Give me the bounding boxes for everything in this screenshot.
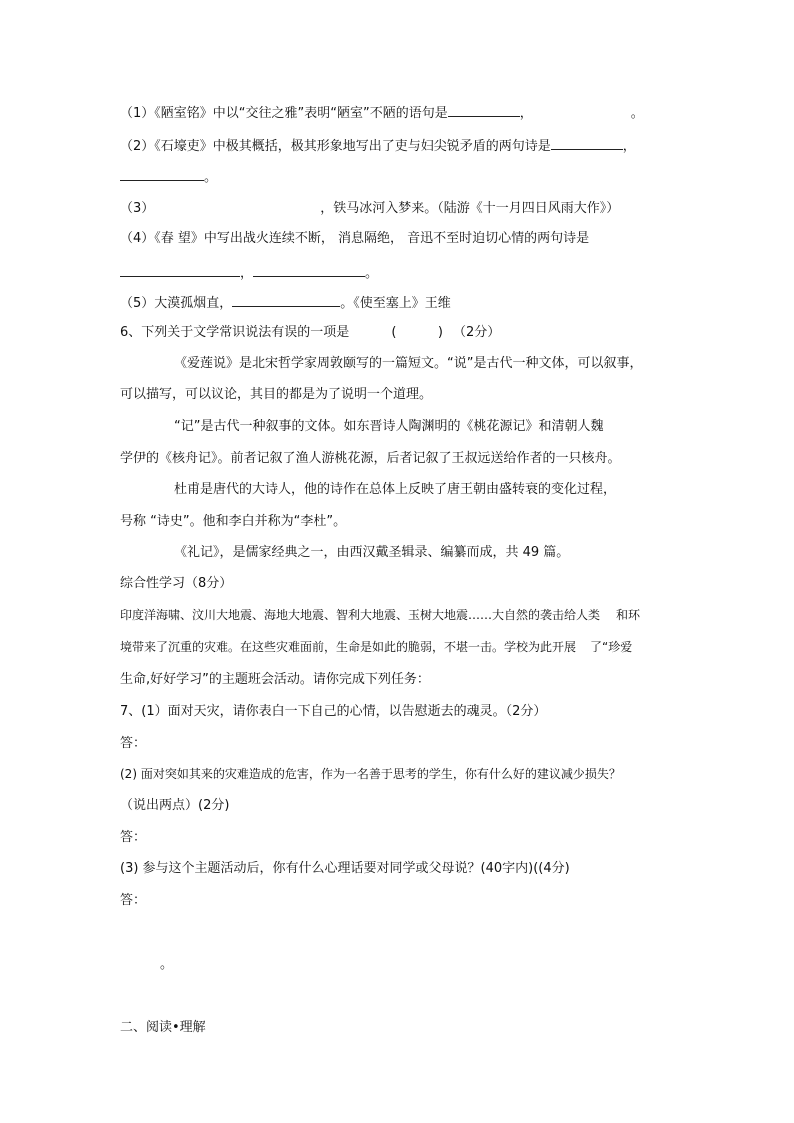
q5-line-4: （3） ，铁马冰河入梦来。（陆游《十一月四日风雨大作》） xyxy=(120,201,620,216)
q5-4-text: （4）《春 望》中写出战火连续不断， 消息隔绝， 音迅不至时迫切心情的两句诗是 xyxy=(120,231,590,246)
q6-option-d-line-1: 《礼记》，是儒家经典之一，由西汉戴圣辑录、编纂而成，共 49 篇。 xyxy=(174,545,570,560)
answer-blank[interactable] xyxy=(448,104,520,117)
q5-line-7: （5）大漠孤烟直， 。《使至塞上》王维 xyxy=(120,296,451,311)
q7-part-1: 7、(1）面对天灾，请你表白一下自己的心情，以告慰逝去的魂灵。（2分） xyxy=(120,704,547,719)
comp-intro-line-2: 境带来了沉重的灾难。在这些灾难面前，生命是如此的脆弱，不堪一击。学校为此开展 了“珍爱 xyxy=(120,640,633,654)
q7-part-2: (2) 面对突如其来的灾难造成的危害，作为一名善于思考的学生，你有什么好的建议减少损失？ xyxy=(120,767,621,781)
q6-score: （2分） xyxy=(453,325,501,340)
q6-option-a-line-1: 《爱莲说》是北宋哲学家周敦颐写的一篇短文。“说”是古代一种文体，可以叙事， xyxy=(174,356,643,371)
q6-title: 6、下列关于文学常识说法有误的一项是 xyxy=(120,325,350,340)
q6-option-b-line-2: 学伊的《核舟记》。前者记叙了渔人游桃花源，后者记叙了王叔远送给作者的一只核舟。 xyxy=(120,451,621,466)
q5-line-5 xyxy=(120,232,589,245)
section-reading-title: 二、阅读•理解 xyxy=(120,1020,206,1035)
answer-blank[interactable] xyxy=(120,168,204,181)
q6-option-a-line-2: 可以描写，可以议论，其目的都是为了说明一个道理。 xyxy=(120,387,433,402)
q5-line-2: （2）《石壕吏》中极其概括，极其形象地写出了吏与妇尖锐矛盾的两句诗是 ， xyxy=(120,139,636,154)
q7-part-3: (3) 参与这个主题活动后，你有什么心理话要对同学或父母说？(40字内)((4分) xyxy=(120,861,570,876)
answer-blank[interactable] xyxy=(232,294,340,307)
q6-answer-paren[interactable]: ( ) xyxy=(391,325,443,340)
q5-2-text: （2）《石壕吏》中极其概括，极其形象地写出了吏与妇尖锐矛盾的两句诗是 xyxy=(120,139,551,154)
comp-intro-line-1: 印度洋海啸、汶川大地震、海地大地震、智利大地震、玉树大地震……大自然的袭击给人类 和环 xyxy=(120,608,641,622)
answer-label-1: 答： xyxy=(120,736,147,751)
q6-option-c-line-2: 号称 “诗史”。他和李白并称为“李杜”。 xyxy=(120,514,347,529)
q5-5-text: （5）大漠孤烟直， xyxy=(120,296,233,311)
q5-line-1: （1）《陋室铭》中以“交往之雅”表明“陋室”不陋的语句是 ， 。 xyxy=(120,106,644,121)
comp-intro-line-3: 生命,好好学习”的主题班会活动。请你完成下列任务： xyxy=(120,672,430,687)
q5-1-text: （1）《陋室铭》中以“交往之雅”表明“陋室”不陋的语句是 xyxy=(120,106,448,121)
q6-option-c-line-1: 杜甫是唐代的大诗人，他的诗作在总体上反映了唐王朝由盛转衰的变化过程， xyxy=(174,482,617,497)
answer-blank[interactable] xyxy=(253,264,365,277)
answer-label-2: 答： xyxy=(120,830,147,845)
q7-part-2-note: （说出两点）(2分) xyxy=(120,798,230,813)
q6-title-line xyxy=(120,326,500,339)
q5-line-3: 。 xyxy=(120,168,217,184)
q5-line-6: ， 。 xyxy=(120,264,378,280)
answer-blank[interactable] xyxy=(154,199,320,212)
answer-blank[interactable] xyxy=(551,137,623,150)
answer-blank[interactable] xyxy=(533,104,631,117)
section-comprehensive-title: 综合性学习（8分） xyxy=(120,576,233,591)
answer-label-3: 答： xyxy=(120,893,147,908)
end-mark: 。 xyxy=(160,957,174,972)
answer-blank[interactable] xyxy=(120,264,240,277)
q6-option-b-line-1: “记”是古代一种叙事的文体。如东晋诗人陶渊明的《桃花源记》和清朝人魏 xyxy=(174,419,604,434)
q5-3-text: （3） xyxy=(120,201,155,216)
